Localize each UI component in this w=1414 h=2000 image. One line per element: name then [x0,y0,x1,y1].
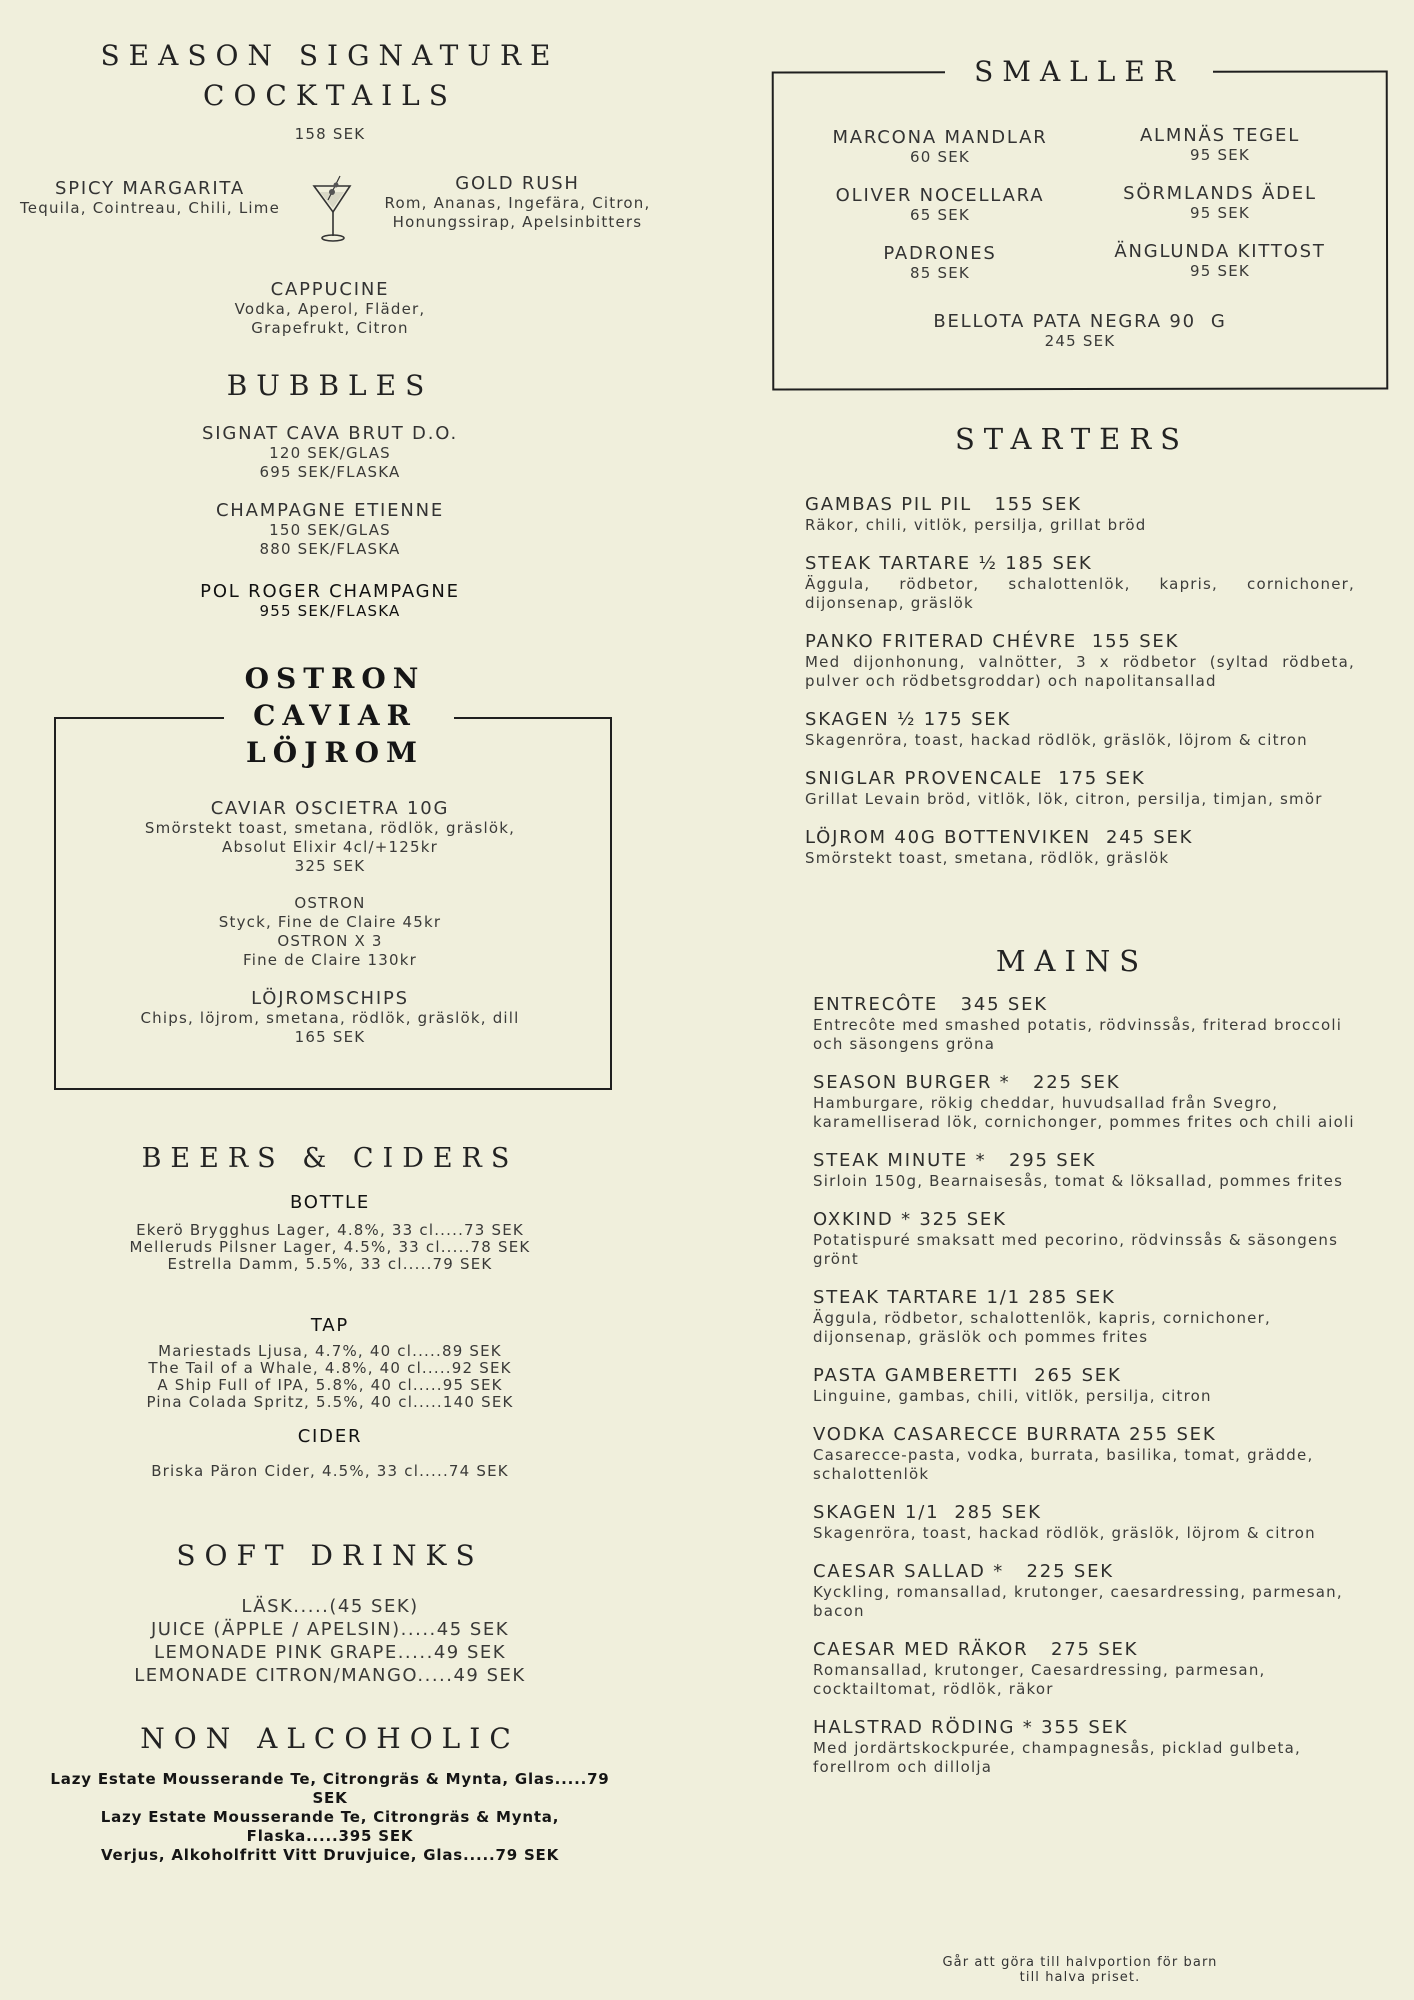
smaller-item-price: 95 SEK [1190,146,1250,164]
soft-title: SOFT DRINKS [176,1539,484,1572]
smaller-title: SMALLER [974,55,1184,88]
main-item [813,1561,1363,1621]
bubbles-item-price: 955 SEK/FLASKA [259,602,401,620]
smaller-item-price: 60 SEK [910,148,970,166]
nonalc-title: NON ALCOHOLIC [140,1722,520,1755]
smaller-item-price: 65 SEK [910,206,970,224]
smaller-item-name: SÖRMLANDS ÄDEL [1123,183,1317,204]
main-item-name: HALSTRAD RÖDING * 355 SEK [813,1717,1129,1738]
cocktail-name: CAPPUCINE [270,279,390,300]
smaller-item-name: BELLOTA PATA NEGRA 90 G [933,311,1227,332]
martini-glass-icon [310,174,356,246]
beer-item: Mariestads Ljusa, 4.7%, 40 cl.....89 SEK [158,1342,502,1360]
beers-cider-label: CIDER [297,1426,363,1447]
ostron-item-desc: OSTRON X 3 [277,932,383,950]
ostron-item-name: OSTRON [294,894,366,912]
beers-bottle-list [90,1222,570,1273]
main-item-desc: Sirloin 150g, Bearnaisesås, tomat & löksallad, pommes frites [813,1172,1344,1190]
ostron-item-price: 325 SEK [294,857,366,875]
main-item-desc: Hamburgare, rökig cheddar, huvudsallad från Svegro, karamelliserad lök, cornichonger, pommes frites och chili aioli [813,1094,1355,1131]
mains-list [813,994,1363,1795]
smaller-item-name: OLIVER NOCELLARA [835,185,1045,206]
soft-list [90,1595,570,1687]
smaller-item-price: 85 SEK [910,264,970,282]
starter-item-name: GAMBAS PIL PIL 155 SEK [805,494,1082,515]
main-item-name: SKAGEN 1/1 285 SEK [813,1502,1042,1523]
main-item [813,1150,1363,1191]
beers-tap-list [90,1343,570,1411]
ostron-item-desc: Fine de Claire 130kr [242,951,418,969]
main-item [813,1717,1363,1777]
bubbles-item [130,423,530,482]
beer-item: Estrella Damm, 5.5%, 33 cl.....79 SEK [167,1255,493,1273]
smaller-item-name: PADRONES [883,243,997,264]
main-item-name: ENTRECÔTE 345 SEK [813,994,1048,1015]
main-item-desc: Potatispuré smaksatt med pecorino, rödvinssås & säsongens grönt [813,1231,1339,1268]
beers-tap-label: TAP [310,1315,350,1336]
main-item-desc: Linguine, gambas, chili, vitlök, persilja, citron [813,1387,1212,1405]
bubbles-item-price: 150 SEK/GLAS [269,521,391,539]
smaller-item-name: MARCONA MANDLAR [832,127,1048,148]
main-item [813,994,1363,1054]
starter-item-desc: Grillat Levain bröd, vitlök, lök, citron, persilja, timjan, smör [805,790,1323,808]
main-item [813,1287,1363,1347]
cocktail-desc: Honungssirap, Apelsinbitters [392,213,643,231]
bubbles-item-name: CHAMPAGNE ETIENNE [215,500,445,521]
main-item-desc: Romansallad, krutonger, Caesardressing, parmesan, cocktailtomat, rödlök, räkor [813,1661,1266,1698]
starter-item-desc: Äggula, rödbetor, schalottenlök, kapris, cornichoner, dijonsenap, gräslök [805,575,1355,612]
main-item [813,1424,1363,1484]
beers-title: BEERS & CIDERS [141,1143,519,1174]
beer-item: Ekerö Brygghus Lager, 4.8%, 33 cl.....73 SEK [136,1221,524,1239]
ostron-item-desc: Absolut Elixir 4cl/+125kr [222,838,438,856]
main-item-desc: Kyckling, romansallad, krutonger, caesardressing, parmesan, bacon [813,1583,1343,1620]
starter-item-desc: Skagenröra, toast, hackad rödlök, gräslök, löjrom & citron [805,731,1308,749]
smaller-item [1080,241,1360,283]
soft-item: LEMONADE CITRON/MANGO.....49 SEK [134,1665,526,1686]
smaller-item [800,127,1080,167]
mains-title: MAINS [995,944,1149,978]
beer-item: A Ship Full of IPA, 5.8%, 40 cl.....95 SEK [157,1376,503,1394]
cocktails-title [60,36,600,116]
ostron-item-desc: Smörstekt toast, smetana, rödlök, gräslök, [144,819,516,837]
smaller-item-price: 245 SEK [1044,332,1116,350]
ostron-item-desc: Chips, löjrom, smetana, rödlök, gräslök, dill [140,1009,520,1027]
ostron-title-line3: LÖJROM [246,736,424,769]
nonalc-item: Lazy Estate Mousserande Te, Citrongräs & Mynta, Glas.....79 SEK [50,1770,610,1807]
bubbles-item-price: 695 SEK/FLASKA [259,463,401,481]
main-item-desc: Med jordärtskockpurée, champagnesås, picklad gulbeta, forellrom och dillolja [813,1739,1301,1776]
cocktail-desc: Vodka, Aperol, Fläder, [234,300,426,318]
smaller-item-price: 95 SEK [1190,204,1250,222]
smaller-grid [800,127,1360,283]
soft-item: LEMONADE PINK GRAPE.....49 SEK [153,1642,507,1663]
beer-item: Melleruds Pilsner Lager, 4.5%, 33 cl.....78 SEK [129,1238,531,1256]
main-item-desc: Skagenröra, toast, hackad rödlök, gräslök, löjrom & citron [813,1524,1316,1542]
smaller-item-name: ALMNÄS TEGEL [1139,125,1301,146]
ostron-item-desc: Styck, Fine de Claire 45kr [218,913,442,931]
starter-item [805,631,1355,691]
ostron-item-name: LÖJROMSCHIPS [251,988,409,1009]
smaller-item [1080,183,1360,225]
smaller-item-bellota [860,311,1300,351]
ostron-title [190,660,480,771]
beers-bottle-label: BOTTLE [289,1192,371,1213]
cocktail-name: SPICY MARGARITA [55,178,245,199]
main-item-desc: Casarecce-pasta, vodka, burrata, basilika, tomat, grädde, schalottenlök [813,1446,1314,1483]
footnote [880,1955,1280,1985]
ostron-item-price: 165 SEK [294,1028,366,1046]
main-item [813,1502,1363,1543]
cocktail-spicy-margarita [5,178,295,218]
cocktails-title-line1: SEASON SIGNATURE [100,39,560,72]
footnote-line2: till halva priset. [1019,1970,1141,1985]
starters-list [805,494,1355,886]
main-item [813,1209,1363,1269]
cocktail-cappucine [180,279,480,338]
starters-title: STARTERS [954,422,1190,456]
main-item-name: PASTA GAMBERETTI 265 SEK [813,1365,1122,1386]
ostron-title-line1: OSTRON [244,662,426,695]
main-item-name: VODKA CASARECCE BURRATA 255 SEK [813,1424,1217,1445]
smaller-item-name: ÄNGLUNDA KITTOST [1114,241,1326,262]
nonalc-item: Verjus, Alkoholfritt Vitt Druvjuice, Glas.....79 SEK [100,1846,560,1864]
soft-item: JUICE (ÄPPLE / APELSIN).....45 SEK [150,1619,510,1640]
smaller-item [800,243,1080,283]
main-item [813,1072,1363,1132]
cocktail-desc: Grapefrukt, Citron [251,319,409,337]
starter-item [805,709,1355,750]
nonalc-list [40,1770,620,1865]
bubbles-item-price: 880 SEK/FLASKA [259,540,401,558]
soft-item: LÄSK.....(45 SEK) [241,1596,419,1617]
ostron-item-chips [60,988,600,1047]
starter-item [805,827,1355,868]
starter-item [805,494,1355,535]
bubbles-item [130,581,530,621]
nonalc-item: Lazy Estate Mousserande Te, Citrongräs & Mynta, Flaska.....395 SEK [100,1808,560,1845]
main-item-name: CAESAR MED RÄKOR 275 SEK [813,1639,1139,1660]
cocktail-name: GOLD RUSH [455,173,580,194]
main-item-desc: Äggula, rödbetor, schalottenlök, kapris, cornichoner, dijonsenap, gräslök och pommes frites [813,1309,1271,1346]
main-item [813,1365,1363,1406]
cocktail-desc: Rom, Ananas, Ingefära, Citron, [384,194,651,212]
smaller-item [1080,125,1360,167]
starter-item-name: STEAK TARTARE ½ 185 SEK [805,553,1093,574]
cocktail-desc: Tequila, Cointreau, Chili, Lime [19,199,281,217]
ostron-item-name: CAVIAR OSCIETRA 10G [210,798,450,819]
main-item-desc: Entrecôte med smashed potatis, rödvinssås, friterad broccoli och säsongens gröna [813,1016,1343,1053]
starter-item [805,768,1355,809]
starter-item-desc: Med dijonhonung, valnötter, 3 x rödbetor (syltad rödbeta, pulver och rödbetsgroddar) och napolitansallad [805,653,1355,690]
starter-item [805,553,1355,613]
bubbles-item-price: 120 SEK/GLAS [269,444,391,462]
starter-item-name: PANKO FRITERAD CHÉVRE 155 SEK [805,631,1180,652]
beers-cider-list [90,1463,570,1480]
ostron-item-oyster [60,894,600,970]
bubbles-title: BUBBLES [226,369,434,402]
starter-item-desc: Räkor, chili, vitlök, persilja, grillat bröd [805,516,1147,534]
beer-item: The Tail of a Whale, 4.8%, 40 cl.....92 SEK [148,1359,512,1377]
beer-item: Pina Colada Spritz, 5.5%, 40 cl.....140 SEK [146,1393,514,1411]
main-item-name: CAESAR SALLAD * 225 SEK [813,1561,1114,1582]
smaller-item [800,185,1080,225]
beer-item: Briska Päron Cider, 4.5%, 33 cl.....74 SEK [151,1462,509,1480]
bubbles-list [130,423,530,639]
starter-item-name: SKAGEN ½ 175 SEK [805,709,1012,730]
bubbles-item-name: SIGNAT CAVA BRUT D.O. [202,423,458,444]
main-item-name: STEAK TARTARE 1/1 285 SEK [813,1287,1116,1308]
main-item-name: STEAK MINUTE * 295 SEK [813,1150,1097,1171]
ostron-list [60,798,600,1065]
main-item-name: SEASON BURGER * 225 SEK [813,1072,1121,1093]
starter-item-name: SNIGLAR PROVENCALE 175 SEK [805,768,1146,789]
ostron-title-line2: CAVIAR [253,699,417,732]
smaller-item-price: 95 SEK [1190,262,1250,280]
starter-item-name: LÖJROM 40G BOTTENVIKEN 245 SEK [805,827,1194,848]
bubbles-item [130,500,530,559]
main-item-name: OXKIND * 325 SEK [813,1209,1007,1230]
cocktails-price: 158 SEK [294,125,366,143]
ostron-item-caviar [60,798,600,876]
bubbles-item-name: POL ROGER CHAMPAGNE [200,581,460,602]
cocktail-gold-rush [365,173,670,232]
footnote-line1: Går att göra till halvportion för barn [942,1955,1218,1970]
starter-item-desc: Smörstekt toast, smetana, rödlök, gräslök [805,849,1170,867]
main-item [813,1639,1363,1699]
cocktails-title-line2: COCKTAILS [203,79,457,112]
